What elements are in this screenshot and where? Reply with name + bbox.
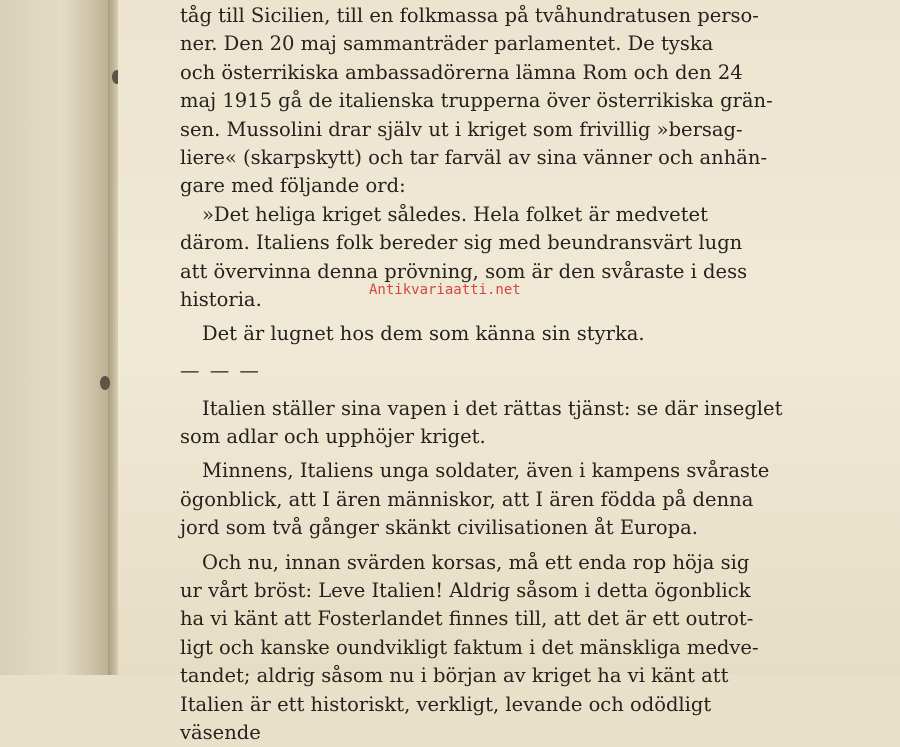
paragraph-intro (180, 2, 780, 201)
text-line: som adlar och upphöjer kriget. (180, 425, 486, 449)
watermark: Antikvariaatti.net (369, 282, 521, 298)
text-line: ur vårt bröst: Leve Italien! Aldrig såsom i detta ögonblick (180, 579, 751, 603)
text-line: och österrikiska ambassadörerna lämna Rom och den 24 (180, 60, 743, 84)
text-line: maj 1915 gå de italienska trupperna över österrikiska grän- (180, 89, 773, 113)
text-line: Det är lugnet hos dem som känna sin styrka. (202, 322, 645, 346)
text-line: Och nu, innan svärden korsas, må ett enda rop höja sig (202, 550, 750, 574)
left-page-edge (0, 0, 112, 675)
text-line: Italien ställer sina vapen i det rättas tjänst: se där inseglet (202, 396, 783, 420)
paragraph-weapons (180, 395, 783, 452)
text-line: sen. Mussolini drar själv ut i kriget som frivillig »bersag- (180, 117, 743, 141)
paragraph-soldiers (180, 457, 780, 542)
text-line: liere« (skarpskytt) och tar farväl av sina vänner och anhän- (180, 145, 768, 169)
text-line: Minnens, Italiens unga soldater, även i kampens svåraste (202, 459, 770, 483)
text-line: ner. Den 20 maj sammanträder parlamentet. De tyska (180, 32, 714, 56)
page-text (180, 0, 783, 747)
binding-stitch-bottom (100, 376, 110, 390)
text-line: »Det heliga kriget således. Hela folket är medvetet (202, 202, 708, 226)
text-line: historia. (180, 287, 262, 311)
text-line: jord som två gånger skänkt civilisationen åt Europa. (180, 516, 698, 540)
text-line: därom. Italiens folk bereder sig med beundransvärt lugn (180, 231, 743, 255)
text-line: att övervinna denna prövning, som är den svåraste i dess (180, 259, 748, 283)
text-line: ha vi känt att Fosterlandet finnes till, att det är ett outrot- (180, 607, 754, 631)
book-spine (108, 0, 118, 675)
text-line: ligt och kanske oundvikligt faktum i det mänskliga medve- (180, 635, 759, 659)
paragraph-leve-italien (180, 549, 780, 747)
paragraph-calm (180, 320, 780, 348)
text-line: tandet; aldrig såsom nu i början av kriget ha vi känt att (180, 664, 729, 688)
text-line: gare med följande ord: (180, 174, 406, 198)
text-line: väsende (180, 720, 261, 744)
text-line: Italien är ett historiskt, verkligt, levande och odödligt (180, 692, 712, 716)
section-separator: — — — (180, 358, 261, 382)
text-line: ögonblick, att I ären människor, att I ären födda på denna (180, 487, 754, 511)
text-line: tåg till Sicilien, till en folkmassa på tvåhundratusen perso- (180, 4, 759, 27)
